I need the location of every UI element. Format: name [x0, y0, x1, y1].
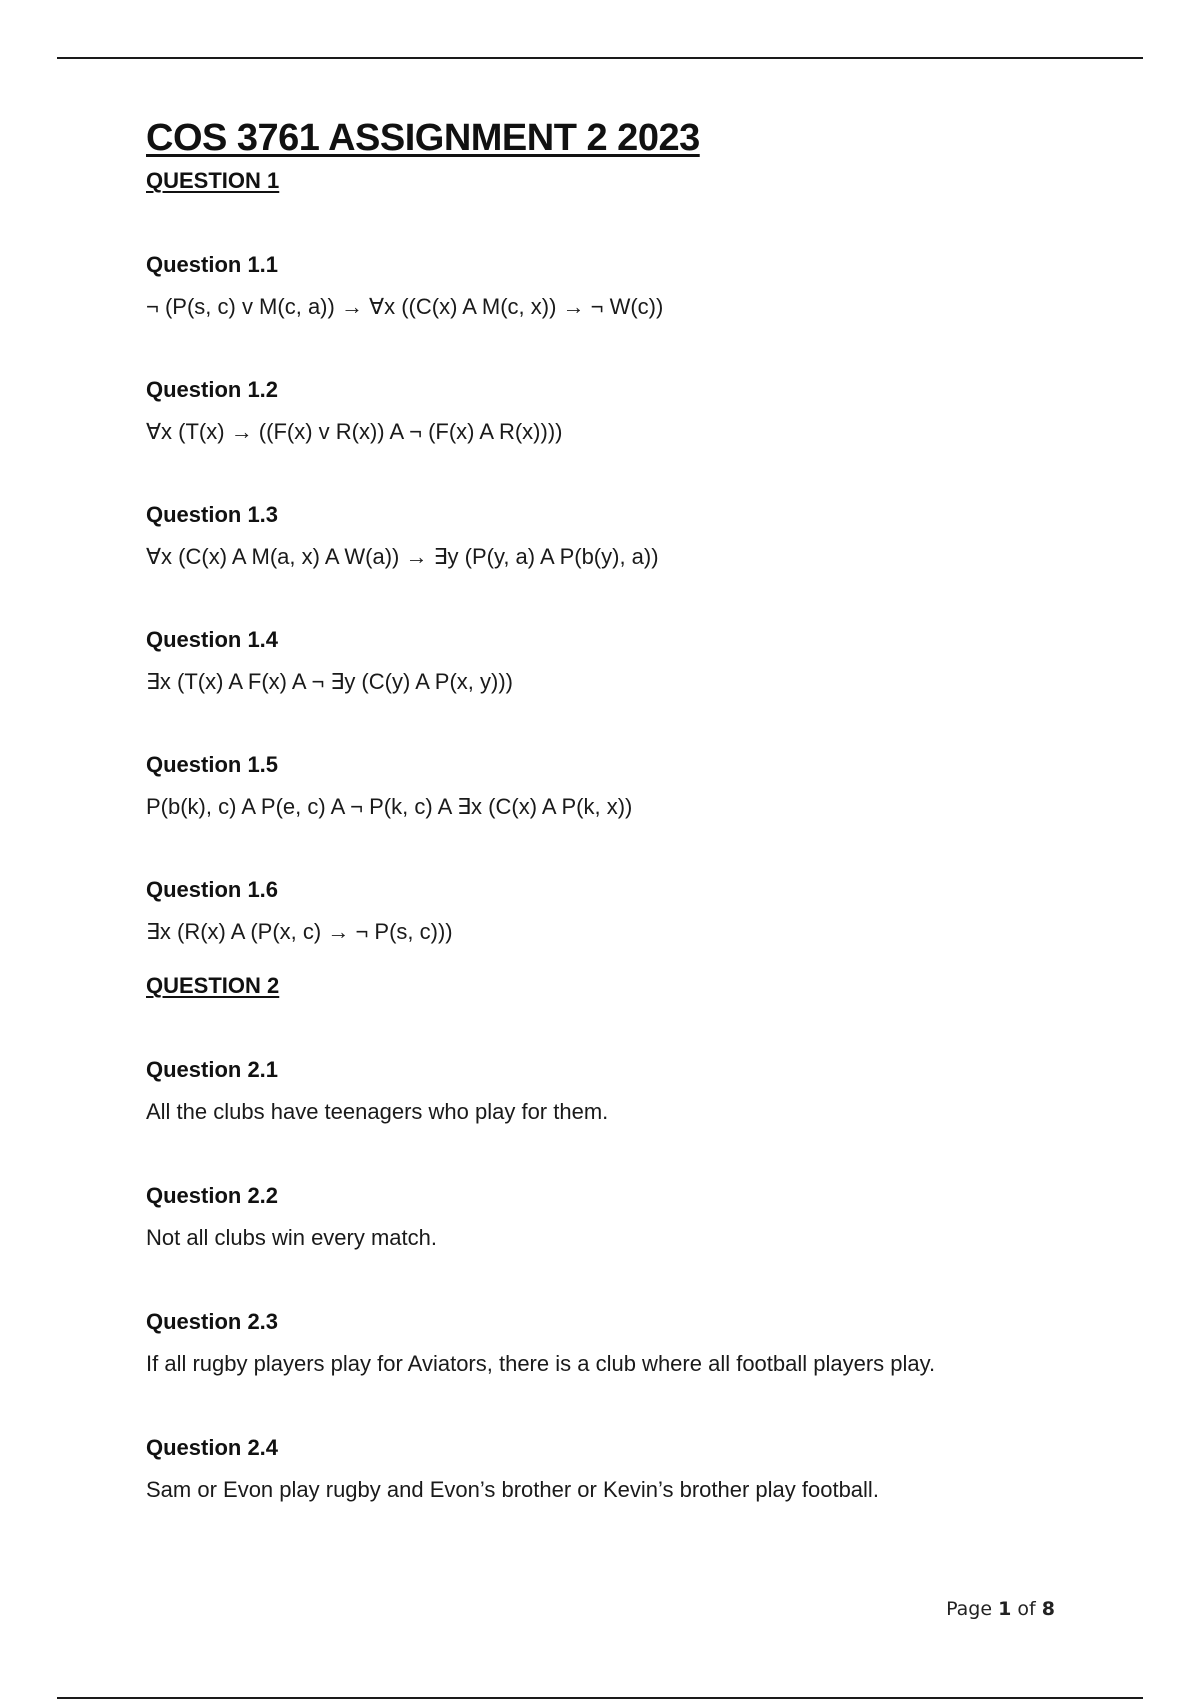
- question-answer: ∃x (T(x) A F(x) A ¬ ∃y (C(y) A P(x, y))): [146, 669, 513, 694]
- question-1-2: [146, 375, 1086, 447]
- question-answer: ¬ (P(s, c) v M(c, a)) → ∀x ((C(x) A M(c, x)) → ¬ W(c)): [146, 294, 664, 319]
- question-answer: P(b(k), c) A P(e, c) A ¬ P(k, c) A ∃x (C(x) A P(k, x)): [146, 794, 633, 819]
- question-label: Question 1.4: [146, 627, 279, 652]
- question-2-4: [146, 1433, 1086, 1505]
- page-total: 8: [1041, 1598, 1055, 1620]
- question-label: Question 1.3: [146, 502, 279, 527]
- question-label: Question 2.4: [146, 1435, 279, 1460]
- question-label: Question 1.1: [146, 252, 279, 277]
- page-of: of: [1017, 1598, 1036, 1620]
- question-answer: ∃x (R(x) A (P(x, c) → ¬ P(s, c))): [146, 919, 453, 944]
- question-1-5: [146, 750, 1086, 822]
- document-body: [146, 112, 1086, 1505]
- section-heading-question-1: QUESTION 1: [146, 168, 280, 193]
- question-2-list: [146, 1055, 1086, 1505]
- question-label: Question 2.2: [146, 1183, 279, 1208]
- page-number: [946, 1598, 1055, 1620]
- question-answer: All the clubs have teenagers who play for them.: [146, 1099, 609, 1124]
- question-answer: ∀x (C(x) A M(a, x) A W(a)) → ∃y (P(y, a) A P(b(y), a)): [146, 544, 659, 569]
- page-word: Page: [946, 1598, 993, 1620]
- question-2-2: [146, 1181, 1086, 1253]
- question-label: Question 1.6: [146, 877, 279, 902]
- question-1-1: [146, 250, 1086, 322]
- question-answer: Sam or Evon play rugby and Evon’s brother or Kevin’s brother play football.: [146, 1477, 879, 1502]
- section-heading-question-2: QUESTION 2: [146, 973, 280, 998]
- question-answer: Not all clubs win every match.: [146, 1225, 437, 1250]
- question-1-3: [146, 500, 1086, 572]
- question-label: Question 1.2: [146, 377, 279, 402]
- question-answer: ∀x (T(x) → ((F(x) v R(x)) A ¬ (F(x) A R(x)))): [146, 419, 563, 444]
- question-answer: If all rugby players play for Aviators, there is a club where all football players play.: [146, 1351, 936, 1376]
- bottom-rule: [57, 1697, 1143, 1699]
- question-2-1: [146, 1055, 1086, 1127]
- question-1-list: [146, 250, 1086, 947]
- question-2-3: [146, 1307, 1086, 1379]
- top-rule: [57, 57, 1143, 59]
- question-label: Question 2.3: [146, 1309, 279, 1334]
- question-label: Question 1.5: [146, 752, 279, 777]
- question-1-6: [146, 875, 1086, 947]
- question-label: Question 2.1: [146, 1057, 279, 1082]
- question-1-4: [146, 625, 1086, 697]
- page-current: 1: [998, 1598, 1012, 1620]
- document-title: COS 3761 ASSIGNMENT 2 2023: [146, 117, 700, 159]
